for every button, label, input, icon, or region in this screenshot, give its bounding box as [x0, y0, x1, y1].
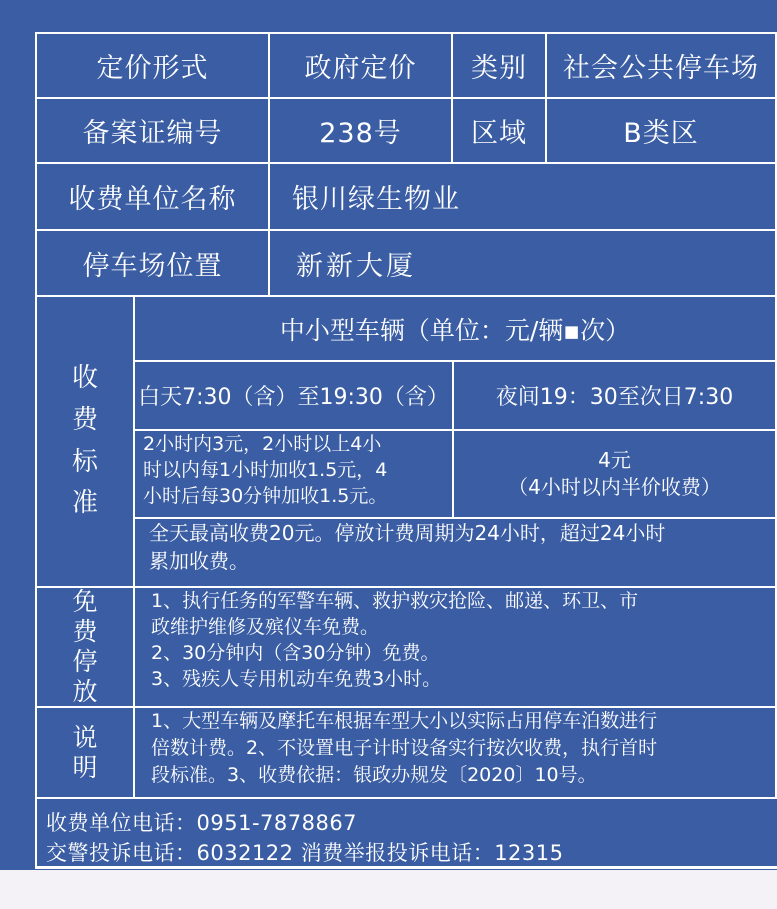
free-section-label	[35, 586, 135, 708]
divider-top	[35, 797, 777, 799]
notes-label-char: 明	[72, 752, 98, 782]
fee-label-char: 费	[71, 404, 98, 435]
daily-cap	[133, 517, 777, 588]
free-label-char: 费	[72, 617, 98, 646]
location-value: 新新大厦	[268, 229, 777, 297]
pricing-value: 政府定价	[268, 32, 453, 99]
notes-label-char: 说	[72, 722, 98, 752]
free-label-char: 停	[72, 647, 98, 676]
category-value: 社会公共停车场	[545, 32, 777, 99]
day-rule	[133, 429, 454, 519]
notes-section-label	[35, 706, 135, 799]
notes-line: 段标准。3、收费依据：银政办规发〔2020〕10号。	[151, 764, 597, 786]
day-rule-line: 小时后每30分钟加收1.5元。	[143, 485, 388, 507]
night-price: 4元	[598, 448, 631, 472]
vehicle-header: 中小型车辆（单位：元/辆▪次）	[133, 295, 777, 362]
record-label: 备案证编号	[35, 97, 270, 164]
day-header: 白天7:30（含）至19:30（含）	[133, 360, 454, 431]
day-rule-line: 2小时内3元，2小时以上4小	[143, 433, 382, 455]
daily-cap-line: 全天最高收费20元。停放计费周期为24小时，超过24小时	[149, 521, 666, 545]
contact-unit-phone: 收费单位电话：0951-7878867	[46, 811, 358, 835]
daily-cap-line: 累加收费。	[149, 549, 249, 573]
free-label-char: 放	[72, 677, 98, 706]
fee-section-label	[35, 295, 135, 588]
divider-left	[35, 797, 37, 869]
notes-line: 倍数计费。2、不设置电子计时设备实行按次收费，执行首时	[151, 737, 658, 759]
pricing-label: 定价形式	[35, 32, 270, 99]
contact-complaint-phones: 交警投诉电话：6032122 消费举报投诉电话：12315	[46, 841, 564, 865]
free-label-char: 免	[72, 587, 98, 616]
fee-label-char: 准	[71, 488, 98, 519]
area-label: 区域	[451, 97, 547, 164]
night-note: （4小时以内半价收费）	[508, 475, 721, 499]
free-rules	[133, 586, 777, 708]
category-label: 类别	[451, 32, 547, 99]
free-rule-line: 政维护维修及殡仪车免费。	[151, 616, 380, 638]
free-rule-line: 2、30分钟内（含30分钟）免费。	[151, 642, 440, 664]
day-rule-line: 时以内每1小时加收1.5元，4	[143, 459, 388, 481]
unit-value: 银川绿生物业	[268, 162, 777, 231]
record-value: 238号	[268, 97, 453, 164]
divider-bottom	[35, 866, 777, 869]
free-rule-line: 1、执行任务的军警车辆、救护救灾抢险、邮递、环卫、市	[151, 590, 639, 612]
area-value: B类区	[545, 97, 777, 164]
fee-label-char: 收	[71, 363, 98, 394]
night-rule	[452, 429, 777, 519]
location-label: 停车场位置	[35, 229, 270, 297]
unit-label: 收费单位名称	[35, 162, 270, 231]
notes-text	[133, 706, 777, 799]
night-header: 夜间19：30至次日7:30	[452, 360, 777, 431]
free-rule-line: 3、残疾人专用机动车免费3小时。	[151, 668, 442, 690]
notes-line: 1、大型车辆及摩托车根据车型大小以实际占用停车泊数进行	[151, 710, 658, 732]
fee-label-char: 标	[71, 446, 98, 477]
